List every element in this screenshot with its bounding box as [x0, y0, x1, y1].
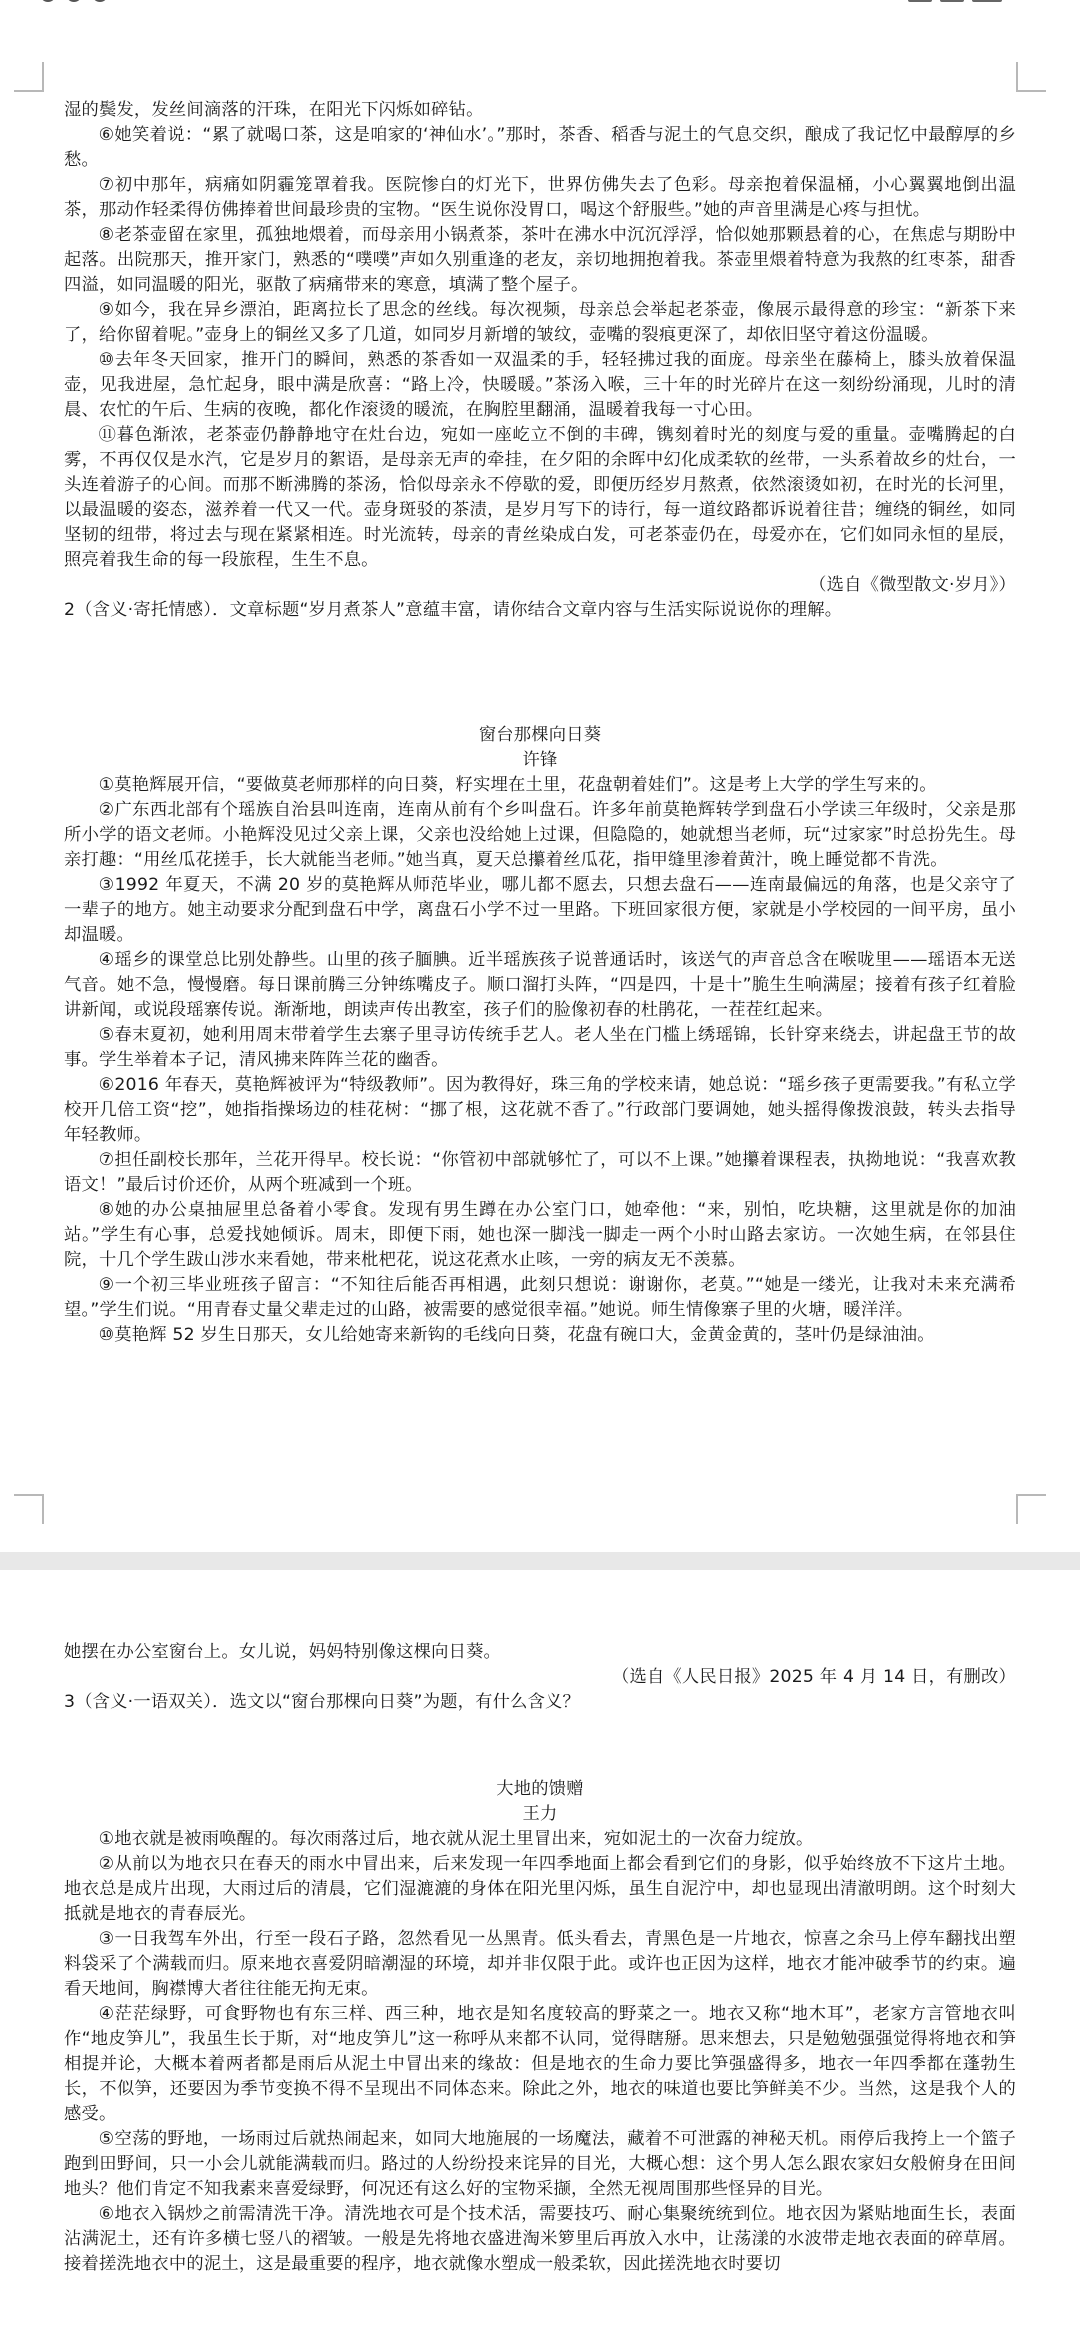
- paragraph: ⑨如今，我在异乡漂泊，距离拉长了思念的丝线。每次视频，母亲总会举起老茶壶，像展示最得意的珍宝：“新茶下来了，给你留着呢。”壶身上的铜丝又多了几道，如同岁月新增的皱纹，壶嘴的裂痕更深了，却依旧坚守着这份温暖。: [64, 300, 1016, 345]
- crop-mark: [1016, 1494, 1046, 1524]
- page-2-content: [64, 1640, 1016, 2277]
- paragraph: ④茫茫绿野，可食野物也有东三样、西三种，地衣是知名度较高的野菜之一。地衣又称“地木耳”，老家方言管地衣叫作“地皮笋儿”，我虽生长于斯，对“地皮笋儿”这一称呼从来都不认同，觉得瞎掰。思来想去，只是勉勉强强觉得将地衣和笋相提并论，大概本着两者都是雨后从泥土中冒出来的缘故：但是地衣的生命力要比笋强盛得多，地衣一年四季都在蓬勃生长，不似笋，还要因为季节变换不得不呈现出不同体态来。除此之外，地衣的味道也要比笋鲜美不少。当然，这是我个人的感受。: [64, 2004, 1016, 2124]
- paragraph: ③1992 年夏天，不满 20 岁的莫艳辉从师范毕业，哪儿都不愿去，只想去盘石——连南最偏远的角落，也是父亲守了一辈子的地方。她主动要求分配到盘石中学，离盘石小学不过一里路。下班回家很方便，家就是小学校园的一间平房，虽小却温暖。: [64, 875, 1016, 945]
- paragraph: ⑤空荡的野地，一场雨过后就热闹起来，如同大地施展的一场魔法，藏着不可泄露的神秘天机。雨停后我挎上一个篮子跑到田野间，只一小会儿就能满载而归。路过的人纷纷投来诧异的目光，大概心想：这个男人怎么跟农家妇女般俯身在田间地头？他们肯定不知我素来喜爱绿野，何况还有这么好的宝物采撷，全然无视周围那些怪异的目光。: [64, 2129, 1016, 2199]
- crop-mark: [1016, 62, 1046, 92]
- document-page-2: [0, 1570, 1080, 2340]
- source-citation: （选自《人民日报》2025 年 4 月 14 日，有删改）: [611, 1667, 1016, 1687]
- paragraph: ⑦担任副校长那年，兰花开得早。校长说：“你管初中部就够忙了，可以不上课。”她攥着课程表，执拗地说：“我喜欢教语文！”最后讨价还价，从两个班减到一个班。: [64, 1150, 1016, 1195]
- page-1-content: [64, 98, 1016, 1348]
- paragraph: ⑥2016 年春天，莫艳辉被评为“特级教师”。因为教得好，珠三角的学校来请，她总说：“瑶乡孩子更需要我。”有私立学校开几倍工资“挖”，她指指操场边的桂花树：“挪了根，这花就不香了。”行政部门要调她，她头摇得像拨浪鼓，转头去指导年轻教师。: [64, 1075, 1016, 1145]
- article-title: 窗台那棵向日葵: [478, 725, 602, 745]
- paragraph: ⑩莫艳辉 52 岁生日那天，女儿给她寄来新钩的毛线向日葵，花盘有碗口大，金黄金黄的，茎叶仍是绿油油。: [98, 1325, 935, 1345]
- paragraph: ①莫艳辉展开信，“要做莫老师那样的向日葵，籽实埋在土里，花盘朝着娃们”。这是考上大学的学生写来的。: [98, 775, 937, 795]
- paragraph: 她摆在办公室窗台上。女儿说，妈妈特别像这棵向日葵。: [64, 1642, 502, 1662]
- paragraph: 湿的鬓发，发丝间滴落的汗珠，在阳光下闪烁如碎钻。: [64, 100, 484, 120]
- status-bar-right: [900, 0, 1040, 6]
- paragraph: ③一日我驾车外出，行至一段石子路，忽然看见一丛黑青。低头看去，青黑色是一片地衣，惊喜之余马上停车翻找出塑料袋采了个满载而归。原来地衣喜爱阴暗潮湿的环境，却并非仅限于此。或许也正因为这样，地衣才能冲破季节的约束。遍看天地间，胸襟博大者往往能无拘无束。: [64, 1929, 1016, 1999]
- paragraph: ④瑶乡的课堂总比别处静些。山里的孩子腼腆。近半瑶族孩子说普通话时，该送气的声音总含在喉咙里——瑶语本无送气音。她不急，慢慢磨。每日课前腾三分钟练嘴皮子。顺口溜打头阵，“四是四，十是十”脆生生响满屋；接着有孩子红着脸讲新闻，或说段瑶寨传说。渐渐地，朗读声传出教室，孩子们的脸像初春的杜鹃花，一茬茬红起来。: [64, 950, 1016, 1020]
- crop-mark: [14, 62, 44, 92]
- paragraph: ⑧老茶壶留在家里，孤独地煨着，而母亲用小锅煮茶，茶叶在沸水中沉沉浮浮，恰似她那颗悬着的心，在焦虑与期盼中起落。出院那天，推开家门，熟悉的“噗噗”声如久别重逢的老友，亲切地拥抱着我。茶壶里煨着特意为我熬的红枣茶，甜香四溢，如同温暖的阳光，驱散了病痛带来的寒意，填满了整个屋子。: [64, 225, 1016, 295]
- paragraph: ⑦初中那年，病痛如阴霾笼罩着我。医院惨白的灯光下，世界仿佛失去了色彩。母亲抱着保温桶，小心翼翼地倒出温茶，那动作轻柔得仿佛捧着世间最珍贵的宝物。“医生说你没胃口，喝这个舒服些。”她的声音里满是心疼与担忧。: [64, 175, 1016, 220]
- article-title: 大地的馈赠: [496, 1779, 584, 1799]
- paragraph: ⑨一个初三毕业班孩子留言：“不知往后能否再相遇，此刻只想说：谢谢你，老莫。”“她是一缕光，让我对未来充满希望。”学生们说。“用青春丈量父辈走过的山路，被需要的感觉很幸福。”她说。师生情像寨子里的火塘，暖洋洋。: [64, 1275, 1016, 1320]
- paragraph: ①地衣就是被雨唤醒的。每次雨落过后，地衣就从泥土里冒出来，宛如泥土的一次奋力绽放。: [98, 1829, 814, 1849]
- paragraph: ②广东西北部有个瑶族自治县叫连南，连南从前有个乡叫盘石。许多年前莫艳辉转学到盘石小学读三年级时，父亲是那所小学的语文老师。小艳辉没见过父亲上课，父亲也没给她上过课，但隐隐的，她就想当老师，玩“过家家”时总扮先生。母亲打趣：“用丝瓜花搓手，长大就能当老师。”她当真，夏天总攥着丝瓜花，指甲缝里渗着黄汁，晚上睡觉都不肯洗。: [64, 800, 1016, 870]
- paragraph: ⑥她笑着说：“累了就喝口茶，这是咱家的‘神仙水’。”那时，茶香、稻香与泥土的气息交织，酿成了我记忆中最醇厚的乡愁。: [64, 125, 1016, 170]
- paragraph: ⑩去年冬天回家，推开门的瞬间，熟悉的茶香如一双温柔的手，轻轻拂过我的面庞。母亲坐在藤椅上，膝头放着保温壶，见我进屋，急忙起身，眼中满是欣喜：“路上冷，快暖暖。”茶汤入喉，三十年的时光碎片在这一刻纷纷涌现，儿时的清晨、农忙的午后、生病的夜晚，都化作滚烫的暖流，在胸腔里翻涌，温暖着我每一寸心田。: [64, 350, 1016, 420]
- article-author: 许锋: [522, 750, 558, 770]
- paragraph: ②从前以为地衣只在春天的雨水中冒出来，后来发现一年四季地面上都会看到它们的身影，似乎始终放不下这片土地。地衣总是成片出现，大雨过后的清晨，它们湿漉漉的身体在阳光里闪烁，虽生自泥泞中，却也显现出清澈明朗。这个时刻大抵就是地衣的青春辰光。: [64, 1854, 1016, 1924]
- paragraph: ⑤春末夏初，她利用周末带着学生去寨子里寻访传统手艺人。老人坐在门槛上绣瑶锦，长针穿来绕去，讲起盘王节的故事。学生举着本子记，清风拂来阵阵兰花的幽香。: [64, 1025, 1016, 1070]
- paragraph: ⑪暮色渐浓，老茶壶仍静静地守在灶台边，宛如一座屹立不倒的丰碑，镌刻着时光的刻度与爱的重量。壶嘴腾起的白雾，不再仅仅是水汽，它是岁月的絮语，是母亲无声的牵挂，在夕阳的余晖中幻化成柔软的丝带，一头系着故乡的灶台，一头连着游子的心间。而那不断沸腾的茶汤，恰似母亲永不停歇的爱，即便历经岁月熬煮，依然滚烫如初，在时光的长河里，以最温暖的姿态，滋养着一代又一代。壶身斑驳的茶渍，是岁月写下的诗行，每一道纹路都诉说着往昔；缠绕的铜丝，如同坚韧的纽带，将过去与现在紧紧相连。时光流转，母亲的青丝染成白发，可老茶壶仍在，母爱亦在，它们如同永恒的星辰，照亮着我生命的每一段旅程，生生不息。: [64, 425, 1016, 570]
- question: 3（含义·一语双关）．选文以“窗台那棵向日葵”为题，有什么含义？: [64, 1692, 581, 1712]
- article-author: 王力: [522, 1804, 558, 1824]
- paragraph: ⑥地衣入锅炒之前需清洗干净。清洗地衣可是个技术活，需要技巧、耐心集聚统统到位。地衣因为紧贴地面生长，表面沾满泥土，还有许多横七竖八的褶皱。一般是先将地衣盛进淘米箩里后再放入水中，让荡漾的水波带走地衣表面的碎草屑。接着搓洗地衣中的泥土，这是最重要的程序，地衣就像水塑成一般柔软，因此搓洗地衣时要切: [64, 2204, 1016, 2274]
- paragraph: ⑧她的办公桌抽屉里总备着小零食。发现有男生蹲在办公室门口，她牵他：“来，别怕，吃块糖，这里就是你的加油站。”学生有心事，总爱找她倾诉。周末，即便下雨，她也深一脚浅一脚走一两个小时山路去家访。一次她生病，在邻县住院，十几个学生跋山涉水来看她，带来枇杷花，说这花煮水止咳，一旁的病友无不羡慕。: [64, 1200, 1016, 1270]
- question: 2（含义·寄托情感）．文章标题“岁月煮茶人”意蕴丰富，请你结合文章内容与生活实际说说你的理解。: [64, 600, 843, 620]
- status-bar-left: [40, 0, 120, 10]
- crop-mark: [14, 1494, 44, 1524]
- source-citation: （选自《微型散文·岁月》）: [809, 575, 1016, 595]
